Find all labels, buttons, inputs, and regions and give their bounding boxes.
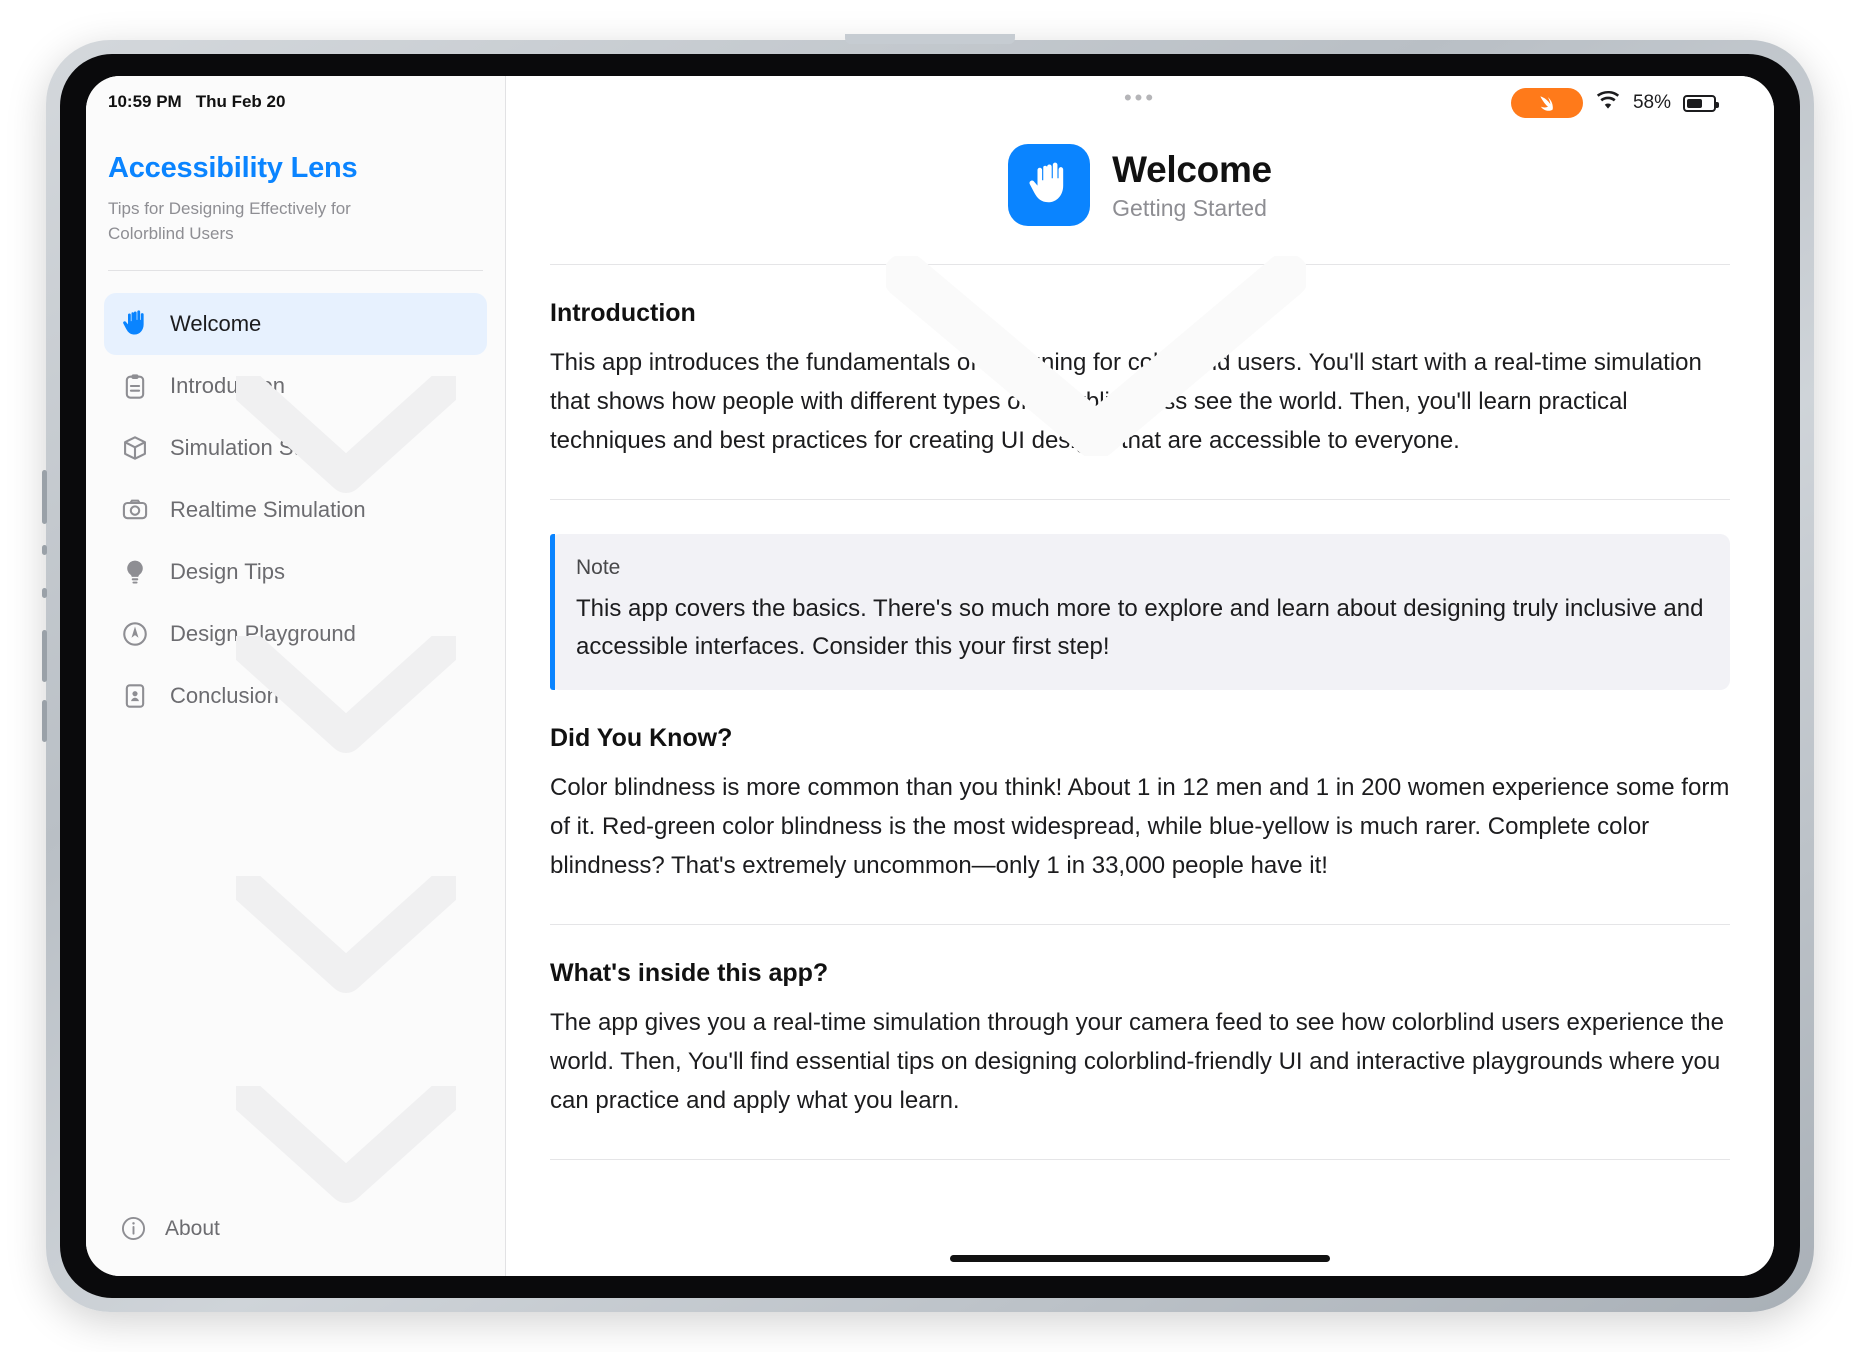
sidebar-item-label: Design Tips xyxy=(170,559,285,585)
app-subtitle: Tips for Designing Effectively for Colorblind Users xyxy=(108,199,351,243)
sidebar-item-simulation-steps[interactable] xyxy=(104,417,487,479)
device-side-button[interactable] xyxy=(42,470,47,524)
device-side-button[interactable] xyxy=(42,588,47,598)
section-divider xyxy=(550,264,1730,265)
sidebar-item-label: Design Playground xyxy=(170,621,356,647)
section-paragraph-whats-inside: The app gives you a real-time simulation through your camera feed to see how colorblind users experience the world. Then, You'll find essential tips on designing colorblind-friendly UI and interactive playgrounds where you can practice and apply what you learn. xyxy=(550,1009,1724,1114)
sidebar-item-label: Simulation Steps xyxy=(170,435,336,461)
sidebar-item-design-tips[interactable] xyxy=(104,541,487,603)
sidebar-item-about[interactable] xyxy=(86,1215,505,1276)
page-header-text xyxy=(1112,149,1272,222)
home-indicator[interactable] xyxy=(950,1255,1330,1262)
section-divider xyxy=(550,924,1730,925)
battery-icon xyxy=(1683,95,1716,112)
wifi-icon xyxy=(1595,91,1621,116)
about-label: About xyxy=(165,1216,220,1240)
chevron-watermark-icon xyxy=(236,876,456,996)
swift-app-icon[interactable] xyxy=(1511,88,1583,118)
sidebar-item-realtime-simulation[interactable] xyxy=(104,479,487,541)
section-heading-did-you-know: Did You Know? xyxy=(550,724,733,753)
compass-pen-icon xyxy=(120,619,150,649)
device-side-button[interactable] xyxy=(42,630,47,682)
sidebar-item-label: Realtime Simulation xyxy=(170,497,366,523)
app-screen xyxy=(86,76,1774,1276)
chevron-watermark-icon xyxy=(236,1086,456,1206)
device-side-button[interactable] xyxy=(42,545,47,555)
section-divider xyxy=(550,499,1730,500)
hand-wave-icon xyxy=(1008,144,1090,226)
note-text: This app covers the basics. There's so much more to explore and learn about designing truly inclusive and accessible interfaces. Consider this your first step! xyxy=(576,594,1704,661)
device-top-notch xyxy=(845,34,1015,44)
clipboard-icon xyxy=(120,371,150,401)
sidebar-item-label: Conclusion xyxy=(170,683,279,709)
sidebar-item-label: Welcome xyxy=(170,311,262,337)
section-paragraph-introduction: This app introduces the fundamentals of designing for colorblind users. You'll start with a real-time simulation that shows how people with different types of colorblindness see the world. Then, you'll learn practical techniques and best practices for creating UI designs that are accessible to everyone. xyxy=(550,349,1702,454)
ipad-device-frame xyxy=(46,40,1814,1312)
book-person-icon xyxy=(120,681,150,711)
battery-percent: 58% xyxy=(1632,92,1671,113)
content-scroll[interactable] xyxy=(506,76,1774,1276)
lightbulb-icon xyxy=(120,557,150,587)
status-bar-right xyxy=(1511,88,1716,118)
cube-icon xyxy=(120,433,150,463)
sidebar-item-welcome[interactable] xyxy=(104,293,487,355)
section-paragraph-did-you-know: Color blindness is more common than you think! About 1 in 12 men and 1 in 200 women experience some form of it. Red-green color blindness is the most widespread, while blue-yellow is much rarer. Complete color blindness? That's extremely uncommon—only 1 in 33,000 people have it! xyxy=(550,774,1730,880)
device-side-button[interactable] xyxy=(42,700,47,742)
content-pane xyxy=(506,76,1774,1276)
note-callout xyxy=(550,534,1730,691)
note-label: Note xyxy=(576,555,621,579)
sidebar xyxy=(86,76,506,1276)
sidebar-divider xyxy=(108,270,483,271)
section-heading-whats-inside: What's inside this app? xyxy=(550,959,829,988)
sidebar-item-label: Introduction xyxy=(170,373,285,399)
status-date: Thu Feb 20 xyxy=(195,92,286,111)
page-header xyxy=(550,144,1730,226)
status-bar-left xyxy=(86,76,505,112)
window-top-bar xyxy=(550,76,1730,120)
sidebar-nav xyxy=(86,293,505,727)
section-heading-introduction: Introduction xyxy=(550,299,696,327)
page-subtitle: Getting Started xyxy=(1112,194,1267,221)
camera-icon xyxy=(120,495,150,525)
app-title: Accessibility Lens xyxy=(108,152,358,184)
sidebar-item-conclusion[interactable] xyxy=(104,665,487,727)
sidebar-item-design-playground[interactable] xyxy=(104,603,487,665)
info-circle-icon xyxy=(120,1215,147,1242)
hand-wave-icon xyxy=(120,309,150,339)
device-bezel xyxy=(60,54,1800,1298)
section-divider xyxy=(550,1159,1730,1160)
status-time: 10:59 PM xyxy=(108,92,182,111)
sidebar-item-introduction[interactable] xyxy=(104,355,487,417)
page-title: Welcome xyxy=(1112,148,1272,190)
window-controls-dots[interactable]: ••• xyxy=(1123,85,1157,110)
